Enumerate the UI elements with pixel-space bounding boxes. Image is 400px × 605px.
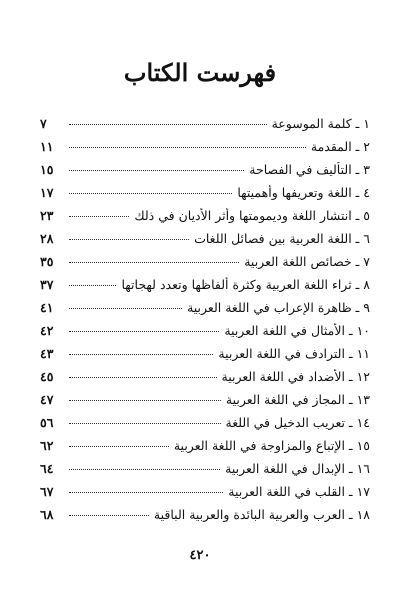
- toc-entry-page: ٦٤: [40, 461, 54, 476]
- toc-entry: [40, 139, 370, 162]
- toc-entry-page: ٤٢: [40, 323, 54, 338]
- dot-leader: [69, 354, 213, 355]
- dot-leader: [69, 193, 232, 194]
- toc-entry: [40, 392, 370, 415]
- toc-entry-page: ٥٦: [40, 415, 54, 430]
- dot-leader: [69, 262, 239, 263]
- dot-leader: [69, 331, 219, 332]
- toc-entry-title: ١٣ ـ المجاز في اللغة العربية: [225, 392, 370, 407]
- toc-entry-page: ١٥: [40, 162, 54, 177]
- dot-leader: [69, 515, 149, 516]
- toc-entry-page: ٦٢: [40, 438, 54, 453]
- dot-leader: [69, 216, 129, 217]
- toc-entry: [40, 208, 370, 231]
- toc-entry-page: ٤١: [40, 300, 54, 315]
- toc-entry: [40, 484, 370, 507]
- toc-entry-title: ١٠ ـ الأمثال في اللغة العربية: [224, 323, 370, 338]
- toc-entry-page: ٧: [40, 116, 47, 131]
- toc-entry: [40, 461, 370, 484]
- toc-entry-page: ٦٨: [40, 507, 54, 522]
- dot-leader: [69, 400, 221, 401]
- toc-entry: [40, 185, 370, 208]
- toc-entry: [40, 116, 370, 139]
- toc-entry-page: ٣٥: [40, 254, 54, 269]
- toc-entry: [40, 162, 370, 185]
- dot-leader: [69, 147, 306, 148]
- toc-entry-title: ٧ ـ خصائص اللغة العربية: [244, 254, 370, 269]
- page-title: فهرست الكتاب: [123, 58, 277, 87]
- toc-entry-title: ١٦ ـ الإبدال في اللغة العربية: [225, 461, 370, 476]
- toc-entry-title: ١١ ـ الترادف في اللغة العربية: [218, 346, 370, 361]
- toc-entry-page: ٤٧: [40, 392, 54, 407]
- toc-entry-title: ١٤ ـ تعريب الدخيل في اللغة: [225, 415, 370, 430]
- toc-entry-title: ١٧ ـ القلب في اللغة العربية: [228, 484, 370, 499]
- toc-entry-title: ٣ ـ التأليف في الفصاحة: [249, 162, 370, 177]
- dot-leader: [69, 285, 116, 286]
- dot-leader: [69, 446, 169, 447]
- toc-entry: [40, 438, 370, 461]
- toc-entry: [40, 323, 370, 346]
- toc-entry: [40, 277, 370, 300]
- table-of-contents: [40, 116, 370, 530]
- toc-entry: [40, 231, 370, 254]
- dot-leader: [69, 492, 223, 493]
- toc-entry-page: ٢٨: [40, 231, 54, 246]
- toc-entry-title: ١٢ ـ الأضداد في اللغة العربية: [221, 369, 370, 384]
- toc-entry-title: ٦ ـ اللغة العربية بين فصائل اللغات: [194, 231, 370, 246]
- toc-entry-title: ١٨ ـ العرب والعربية البائدة والعربية الباقية: [153, 507, 370, 522]
- toc-entry: [40, 369, 370, 392]
- toc-entry-page: ٤٥: [40, 369, 54, 384]
- toc-entry-title: ١٥ ـ الإتباع والمزاوجة في اللغة العربية: [173, 438, 370, 453]
- toc-entry: [40, 415, 370, 438]
- toc-entry-page: ٦٧: [40, 484, 54, 499]
- toc-entry-title: ٤ ـ اللغة وتعريفها وأهميتها: [237, 185, 370, 200]
- dot-leader: [69, 239, 189, 240]
- dot-leader: [69, 308, 182, 309]
- toc-entry-title: ٨ ـ ثراء اللغة العربية وكثرة ألفاظها وتعدد لهجاتها: [121, 277, 370, 292]
- toc-entry-title: ١ ـ كلمة الموسوعة: [271, 116, 370, 131]
- toc-entry-page: ١١: [40, 139, 54, 154]
- toc-entry-title: ٢ ـ المقدمة: [310, 139, 370, 154]
- dot-leader: [69, 377, 217, 378]
- toc-entry-page: ٣٧: [40, 277, 54, 292]
- dot-leader: [69, 170, 244, 171]
- toc-entry: [40, 507, 370, 530]
- dot-leader: [69, 469, 220, 470]
- toc-entry-title: ٩ ـ ظاهرة الإعراب في اللغة العربية: [187, 300, 370, 315]
- toc-entry-page: ٤٣: [40, 346, 54, 361]
- dot-leader: [69, 124, 267, 125]
- toc-entry: [40, 300, 370, 323]
- toc-entry-page: ١٧: [40, 185, 54, 200]
- toc-entry: [40, 254, 370, 277]
- dot-leader: [69, 423, 221, 424]
- toc-entry: [40, 346, 370, 369]
- toc-entry-title: ٥ ـ انتشار اللغة وديمومتها وأثر الأديان في ذلك: [134, 208, 370, 223]
- toc-entry-page: ٢٣: [40, 208, 54, 223]
- page-number: ٤٢٠: [189, 548, 211, 563]
